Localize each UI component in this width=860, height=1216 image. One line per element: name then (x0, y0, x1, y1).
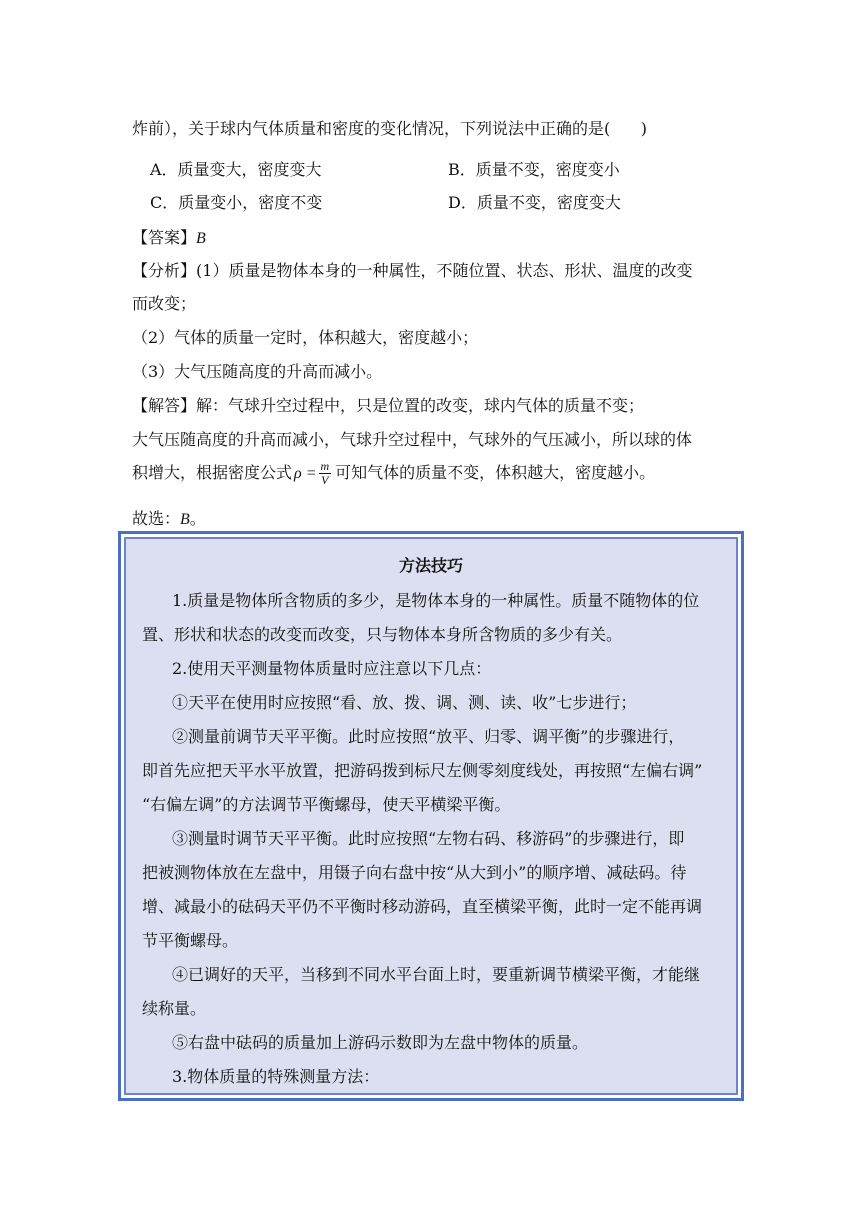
method-tips-title: 方法技巧 (398, 556, 463, 575)
tip-line: 3.物体质量的特殊测量方法： (172, 1067, 380, 1086)
option-c: C．质量变小，密度不变 (150, 193, 323, 212)
solution-line-1 (132, 393, 644, 416)
formula-numerator: m (320, 459, 330, 474)
tip-line: “右偏左调”的方法调节平衡螺母，使天平横梁平衡。 (142, 795, 511, 814)
solution-line-2: 大气压随高度的升高而减小，气球升空过程中，气球外的气压减小，所以球的体 (132, 430, 693, 449)
answer-line (132, 225, 206, 248)
tip-line: ①天平在使用时应按照“看、放、拨、调、测、读、收”七步进行； (172, 693, 637, 712)
question-stem-tail: 炸前），关于球内气体质量和密度的变化情况，下列说法中正确的是( ) (132, 119, 648, 138)
tip-line: ③测量时调节天平平衡。此时应按照“左物右码、移游码”的步骤进行，即 (172, 829, 685, 848)
tip-line: 增、减最小的砝码天平仍不平衡时移动游码，直至横梁平衡，此时一定不能再调 (142, 897, 703, 916)
solution-text-3-pre: 积增大，根据密度公式 (132, 463, 293, 482)
solution-line-3 (132, 457, 655, 490)
choice-label: 故选： (132, 509, 181, 528)
tip-line: 续称量。 (142, 999, 207, 1018)
choice-line (132, 506, 206, 529)
analysis-line-2: 而改变； (132, 294, 197, 313)
tip-line: 即首先应把天平水平放置，把游码拨到标尺左侧零刻度线处，再按照“左偏右调” (142, 761, 703, 780)
method-tips-inner (124, 537, 738, 1095)
tip-line: 把被测物体放在左盘中，用镊子向右盘中按“从大到小”的顺序增、减砝码。待 (142, 863, 687, 882)
formula-fraction (319, 460, 332, 487)
tip-line: ⑤右盘中砝码的质量加上游码示数即为左盘中物体的质量。 (172, 1033, 589, 1052)
answer-value: B (196, 230, 206, 247)
tip-line: 置、形状和状态的改变而改变，只与物体本身所含物质的多少有关。 (142, 625, 623, 644)
formula-denominator: V (321, 473, 329, 488)
analysis-text-1: (1）质量是物体本身的一种属性，不随位置、状态、形状、温度的改变 (196, 261, 693, 280)
tip-line: 1.质量是物体所含物质的多少，是物体本身的一种属性。质量不随物体的位 (172, 591, 700, 610)
solution-text-3-post: 可知气体的质量不变，体积越大，密度越小。 (335, 463, 656, 482)
tip-line: ②测量前调节天平平衡。此时应按照“放平、归零、调平衡”的步骤进行， (172, 727, 685, 746)
choice-value: B (180, 511, 190, 528)
option-d: D．质量不变，密度变大 (448, 193, 621, 212)
tip-line: ④已调好的天平，当移到不同水平台面上时，要重新调节横梁平衡，才能继 (172, 965, 701, 984)
analysis-line-4: （3）大气压随高度的升高而减小。 (132, 362, 383, 381)
solution-label: 【解答】 (132, 396, 197, 415)
method-tips-box (118, 531, 744, 1101)
choice-end: 。 (189, 509, 206, 528)
analysis-line-1 (132, 258, 692, 281)
option-b: B．质量不变，密度变小 (448, 160, 620, 179)
density-formula (294, 458, 331, 490)
formula-lhs: ρ = (294, 464, 317, 482)
analysis-line-3: （2）气体的质量一定时，体积越大，密度越小； (132, 328, 479, 347)
tip-line: 节平衡螺母。 (142, 931, 239, 950)
answer-label: 【答案】 (132, 228, 197, 247)
tip-line: 2.使用天平测量物体质量时应注意以下几点： (172, 659, 492, 678)
solution-text-1: 解：气球升空过程中，只是位置的改变，球内气体的质量不变； (196, 396, 645, 415)
option-a: A．质量变大，密度变大 (150, 160, 322, 179)
analysis-label: 【分析】 (132, 261, 197, 280)
